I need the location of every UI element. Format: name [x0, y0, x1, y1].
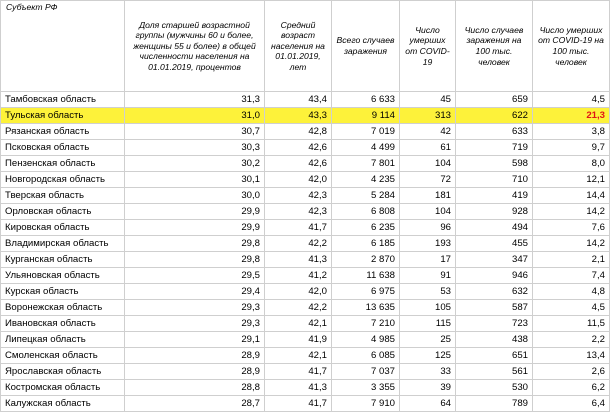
cell-elderly-share: 29,4: [125, 284, 265, 300]
table-row: [1, 396, 610, 412]
cell-total-cases: 6 808: [332, 204, 400, 220]
cell-total-cases: 11 638: [332, 268, 400, 284]
cell-deaths-per-100k: 7,4: [533, 268, 610, 284]
cell-deaths-per-100k: 2,1: [533, 252, 610, 268]
cell-deaths: 25: [400, 332, 456, 348]
cell-total-cases: 7 019: [332, 124, 400, 140]
cell-region: Владимирская область: [1, 236, 125, 252]
cell-elderly-share: 28,8: [125, 380, 265, 396]
cell-region: Пензенская область: [1, 156, 125, 172]
cell-total-cases: 4 985: [332, 332, 400, 348]
cell-average-age: 41,7: [265, 220, 332, 236]
cell-deaths-per-100k: 7,6: [533, 220, 610, 236]
table-row: [1, 348, 610, 364]
cell-total-cases: 3 355: [332, 380, 400, 396]
cell-region: Курганская область: [1, 252, 125, 268]
cell-deaths-per-100k: 6,4: [533, 396, 610, 412]
cell-region: Воронежская область: [1, 300, 125, 316]
cell-elderly-share: 30,7: [125, 124, 265, 140]
cell-cases-per-100k: 928: [456, 204, 533, 220]
cell-region: Ярославская область: [1, 364, 125, 380]
cell-elderly-share: 30,0: [125, 188, 265, 204]
cell-elderly-share: 31,0: [125, 108, 265, 124]
table-row: [1, 124, 610, 140]
cell-total-cases: 6 185: [332, 236, 400, 252]
table-row: [1, 204, 610, 220]
cell-average-age: 41,3: [265, 380, 332, 396]
cell-region: Тверская область: [1, 188, 125, 204]
cell-region: Костромская область: [1, 380, 125, 396]
cell-deaths: 96: [400, 220, 456, 236]
table-row: [1, 268, 610, 284]
cell-deaths: 115: [400, 316, 456, 332]
cell-deaths-per-100k: 3,8: [533, 124, 610, 140]
cell-region: Ульяновская область: [1, 268, 125, 284]
cell-deaths-per-100k: 21,3: [533, 108, 610, 124]
header-total-cases: Всего случаев заражения: [332, 1, 400, 92]
cell-deaths-per-100k: 8,0: [533, 156, 610, 172]
cell-cases-per-100k: 419: [456, 188, 533, 204]
cell-deaths: 181: [400, 188, 456, 204]
cell-elderly-share: 28,9: [125, 348, 265, 364]
cell-deaths-per-100k: 14,2: [533, 204, 610, 220]
cell-cases-per-100k: 438: [456, 332, 533, 348]
table-row: [1, 316, 610, 332]
header-region: Субъект РФ: [1, 1, 125, 92]
cell-deaths: 45: [400, 92, 456, 108]
cell-region: Рязанская область: [1, 124, 125, 140]
cell-deaths-per-100k: 4,5: [533, 92, 610, 108]
cell-deaths: 104: [400, 156, 456, 172]
header-row: [1, 1, 610, 92]
cell-elderly-share: 31,3: [125, 92, 265, 108]
cell-average-age: 42,1: [265, 316, 332, 332]
cell-cases-per-100k: 598: [456, 156, 533, 172]
cell-elderly-share: 30,1: [125, 172, 265, 188]
cell-deaths: 125: [400, 348, 456, 364]
cell-total-cases: 4 235: [332, 172, 400, 188]
cell-deaths-per-100k: 2,2: [533, 332, 610, 348]
table-row: [1, 188, 610, 204]
cell-average-age: 43,4: [265, 92, 332, 108]
cell-elderly-share: 30,3: [125, 140, 265, 156]
table-row: [1, 156, 610, 172]
cell-elderly-share: 28,9: [125, 364, 265, 380]
cell-region: Ивановская область: [1, 316, 125, 332]
cell-elderly-share: 28,7: [125, 396, 265, 412]
table-row: [1, 364, 610, 380]
header-elderly-share: Доля старшей возрастной группы (мужчины 60 и более, женщины 55 и более) в общей численности населения на 01.01.2019, процентов: [125, 1, 265, 92]
cell-total-cases: 9 114: [332, 108, 400, 124]
cell-deaths: 64: [400, 396, 456, 412]
cell-region: Тамбовская область: [1, 92, 125, 108]
cell-region: Курская область: [1, 284, 125, 300]
table-row: [1, 252, 610, 268]
cell-deaths: 313: [400, 108, 456, 124]
cell-cases-per-100k: 632: [456, 284, 533, 300]
cell-region: Орловская область: [1, 204, 125, 220]
cell-total-cases: 6 085: [332, 348, 400, 364]
cell-cases-per-100k: 530: [456, 380, 533, 396]
table-row: [1, 380, 610, 396]
cell-elderly-share: 29,9: [125, 204, 265, 220]
cell-total-cases: 4 499: [332, 140, 400, 156]
cell-deaths: 104: [400, 204, 456, 220]
cell-deaths: 17: [400, 252, 456, 268]
cell-deaths-per-100k: 9,7: [533, 140, 610, 156]
cell-total-cases: 6 235: [332, 220, 400, 236]
cell-deaths: 33: [400, 364, 456, 380]
table-row: [1, 236, 610, 252]
cell-cases-per-100k: 587: [456, 300, 533, 316]
header-deaths: Число умерших от COVID-19: [400, 1, 456, 92]
cell-total-cases: 6 633: [332, 92, 400, 108]
cell-cases-per-100k: 622: [456, 108, 533, 124]
cell-deaths-per-100k: 2,6: [533, 364, 610, 380]
cell-cases-per-100k: 651: [456, 348, 533, 364]
table-row: [1, 172, 610, 188]
cell-cases-per-100k: 494: [456, 220, 533, 236]
cell-deaths-per-100k: 13,4: [533, 348, 610, 364]
cell-average-age: 41,2: [265, 268, 332, 284]
cell-deaths: 193: [400, 236, 456, 252]
cell-total-cases: 2 870: [332, 252, 400, 268]
cell-cases-per-100k: 723: [456, 316, 533, 332]
cell-total-cases: 7 910: [332, 396, 400, 412]
cell-average-age: 41,7: [265, 364, 332, 380]
cell-region: Кировская область: [1, 220, 125, 236]
cell-cases-per-100k: 659: [456, 92, 533, 108]
cell-deaths: 91: [400, 268, 456, 284]
cell-average-age: 42,6: [265, 156, 332, 172]
cell-deaths: 53: [400, 284, 456, 300]
cell-cases-per-100k: 633: [456, 124, 533, 140]
cell-region: Псковская область: [1, 140, 125, 156]
cell-cases-per-100k: 347: [456, 252, 533, 268]
cell-average-age: 42,8: [265, 124, 332, 140]
cell-cases-per-100k: 789: [456, 396, 533, 412]
cell-average-age: 43,3: [265, 108, 332, 124]
cell-average-age: 42,2: [265, 236, 332, 252]
table-row: [1, 284, 610, 300]
cell-total-cases: 7 801: [332, 156, 400, 172]
cell-average-age: 41,3: [265, 252, 332, 268]
cell-elderly-share: 29,8: [125, 252, 265, 268]
table-row: [1, 332, 610, 348]
cell-region: Тульская область: [1, 108, 125, 124]
cell-deaths: 42: [400, 124, 456, 140]
cell-total-cases: 5 284: [332, 188, 400, 204]
cell-cases-per-100k: 561: [456, 364, 533, 380]
header-deaths-per-100k: Число умерших от COVID-19 на 100 тыс. человек: [533, 1, 610, 92]
cell-deaths-per-100k: 4,5: [533, 300, 610, 316]
cell-deaths: 72: [400, 172, 456, 188]
cell-region: Липецкая область: [1, 332, 125, 348]
cell-cases-per-100k: 946: [456, 268, 533, 284]
cell-deaths-per-100k: 14,4: [533, 188, 610, 204]
cell-deaths-per-100k: 6,2: [533, 380, 610, 396]
cell-elderly-share: 29,9: [125, 220, 265, 236]
cell-deaths-per-100k: 12,1: [533, 172, 610, 188]
cell-elderly-share: 29,8: [125, 236, 265, 252]
cell-deaths: 61: [400, 140, 456, 156]
cell-total-cases: 6 975: [332, 284, 400, 300]
cell-deaths-per-100k: 4,8: [533, 284, 610, 300]
table-row: [1, 92, 610, 108]
cell-average-age: 41,7: [265, 396, 332, 412]
cell-deaths: 105: [400, 300, 456, 316]
cell-cases-per-100k: 719: [456, 140, 533, 156]
cell-average-age: 42,1: [265, 348, 332, 364]
cell-total-cases: 13 635: [332, 300, 400, 316]
cell-average-age: 42,6: [265, 140, 332, 156]
cell-elderly-share: 29,3: [125, 300, 265, 316]
cell-elderly-share: 30,2: [125, 156, 265, 172]
table-row: [1, 220, 610, 236]
cell-average-age: 42,2: [265, 300, 332, 316]
cell-elderly-share: 29,5: [125, 268, 265, 284]
cell-average-age: 41,9: [265, 332, 332, 348]
cell-elderly-share: 29,1: [125, 332, 265, 348]
cell-cases-per-100k: 455: [456, 236, 533, 252]
table-row-highlighted: [1, 108, 610, 124]
cell-average-age: 42,3: [265, 204, 332, 220]
cell-total-cases: 7 037: [332, 364, 400, 380]
cell-total-cases: 7 210: [332, 316, 400, 332]
header-cases-per-100k: Число случаев заражения на 100 тыс. человек: [456, 1, 533, 92]
cell-elderly-share: 29,3: [125, 316, 265, 332]
cell-region: Новгородская область: [1, 172, 125, 188]
cell-cases-per-100k: 710: [456, 172, 533, 188]
cell-deaths-per-100k: 11,5: [533, 316, 610, 332]
cell-average-age: 42,0: [265, 284, 332, 300]
table-row: [1, 140, 610, 156]
header-average-age: Средний возраст населения на 01.01.2019, лет: [265, 1, 332, 92]
cell-average-age: 42,3: [265, 188, 332, 204]
cell-region: Смоленская область: [1, 348, 125, 364]
cell-average-age: 42,0: [265, 172, 332, 188]
cell-deaths: 39: [400, 380, 456, 396]
cell-region: Калужская область: [1, 396, 125, 412]
table-row: [1, 300, 610, 316]
cell-deaths-per-100k: 14,2: [533, 236, 610, 252]
